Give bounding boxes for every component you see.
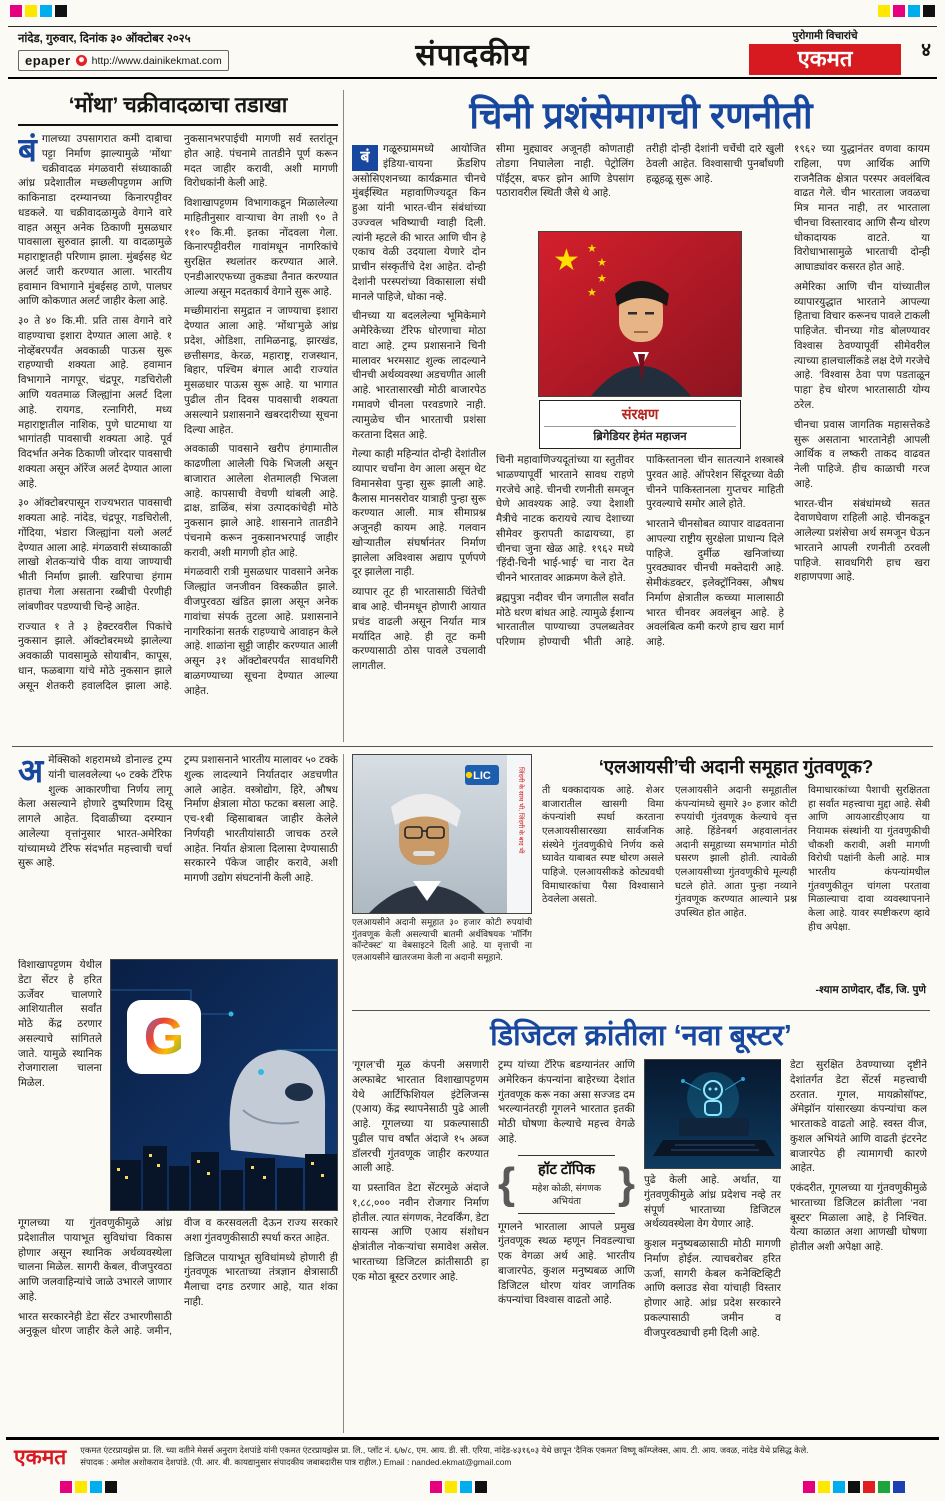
article-lic	[542, 754, 930, 1008]
chini-columns	[352, 143, 930, 739]
footer-rule	[6, 1437, 939, 1440]
hot-topic-box	[498, 1155, 635, 1214]
reg-square	[10, 5, 22, 17]
paragraph: गळूरुग्राममध्ये आयोजित इंडिया-चायना फ्रेंडशिप असोसिएशनच्या कार्यक्रमात चीनचे मुंबईस्थित महावाणिज्यदूत किन हुआ यांनी भारत-चीन संबंधांच्या उज्ज्वल भविष्याची ग्वाही दिली. त्यांनी म्हटले की भारत आणि चीन हे एकाच वेळी उदयाला येणारे दोन प्राचीन संस्कृतींचे देश आहेत. दोन्ही देशांनी परस्परांच्या विकासाला संधी मानले पाहिजे, धोका नव्हे.	[352, 144, 486, 303]
registration-marks-top-right	[878, 5, 935, 17]
caption-author: ब्रिगेडियर हेमंत महाजन	[593, 431, 687, 443]
svg-text:जिंदगी के साथ भी, जिंदगी के बा: जिंदगी के साथ भी, जिंदगी के बाद भी	[517, 767, 524, 854]
date-line: नांदेड, गुरुवार, दिनांक ३० ऑक्टोबर २०२५	[18, 33, 191, 45]
trump-top-text	[18, 754, 338, 954]
paragraph: राज्यात १ ते ३ हेक्टरवरील पिकांचे नुकसान झाले. ऑक्टोबरमध्ये झालेल्या अवकाळी पावसामुळे सोयाबीन, कापूस, धान, फळबागा यांचे मोठे नुकसान झाले असून शेतकरी हवालदिल झाला आहे. नुकसानभरपाईची मागणी सर्व स्तरांतून होत आहे. पंचनामे तातडीने पूर्ण करून मदत जाहीर करावी, अशी मागणी विरोधकांनी केली आहे.	[18, 134, 338, 692]
masthead-tagline: पुरोगामी विचारांचे	[792, 30, 858, 42]
svg-text:★: ★	[553, 244, 580, 277]
paragraph: १९६२ च्या युद्धानंतर वणवा कायम राहिला, पण आर्थिक आणि राजनैतिक क्षेत्रात परस्पर अवलंबित्व वाढत गेले. चीन भारताला जवळचा मित्र मानत नाही, तर भारताला चीनचा विस्तारवाद आणि सैन्य धोरण धोकादायक वाटते. या विरोधाभासामुळे भारताची दोन्ही आघाड्यांवर कसरत होत आहे.	[794, 144, 930, 274]
lic-headline: ‘एलआयसी’ची अदानी समूहात गुंतवणूक?	[598, 756, 874, 777]
digital-col4	[790, 1059, 927, 1427]
paragraph: व्यापार तूट ही भारतासाठी चिंतेची बाब आहे. चीनमधून होणारी आयात प्रचंड वाढली असून निर्यात मात्र मर्यादित आहे. ही तूट कमी करण्यासाठी ठोस पावले उचलावी लागतील.	[352, 587, 486, 673]
column-rule	[343, 754, 344, 1433]
article-montha	[18, 90, 338, 742]
svg-text:★: ★	[597, 273, 607, 285]
trump-bottom-text	[18, 1217, 338, 1430]
footer-line1: एकमत एंटरप्रायझेस प्रा. लि. च्या वतीने मेसर्स अनुराग देशपांडे यांनी एकमत एंटरप्रायझेस प्रा. लि., प्लॉट नं. ६/७/८, एम. आय. डी. सी. एरिया, नांदेड-४३१६०३ येथे छापून ‘दैनिक एकमत’ विष्णू कॉम्प्लेक्स, आय. टी. आय. जवळ, नांदेड येथे प्रसिद्ध केले.	[80, 1445, 809, 1456]
paragraph: कुशल मनुष्यबळासाठी मोठी मागणी निर्माण होईल. त्याचबरोबर हरित ऊर्जा, सागरी केबल कनेक्टिव्हिटी आणि क्लाउड सेवा यांचाही विस्तार होणार आहे. आंध्र प्रदेश सरकारने प्रकल्पासाठी जमीन व वीजपुरवठ्याची हमी दिली आहे.	[644, 1239, 781, 1339]
google-ai-image	[110, 959, 338, 1211]
article-digital	[352, 1015, 930, 1433]
trump-image-row	[18, 959, 338, 1211]
paragraph: ३० ऑक्टोबरपासून राज्यभरात पावसाची शक्यता आहे. नांदेड, चंद्रपूर, गडचिरोली, गोंदिया, भंडारा जिल्ह्यांना यलो अलर्ट देण्यात आला आहे. मंगळवारी संध्याकाळी लाखो शेतकऱ्यांचे पीक वाया जाण्याची भीती निर्माण झाली. खरिपाचा हंगाम हातचा गेला असताना रब्बीची पेरणीही लांबणीवर पडण्याची चिन्हे आहेत.	[18, 498, 172, 613]
reg-square	[803, 1481, 815, 1493]
paragraph: विशाखापट्टणम येथील डेटा सेंटर हे हरित ऊर्जेवर चालणारे आशियातील सर्वांत मोठे केंद्र ठरणार असल्याचे सांगितले जाते. यामुळे स्थानिक रोजगाराला चालना मिळेल.	[18, 960, 102, 1090]
svg-text:LIC: LIC	[473, 770, 491, 782]
reg-square	[25, 5, 37, 17]
header-top-rule	[8, 26, 937, 27]
trump-drop-cap: अ	[18, 754, 44, 789]
chini-headline: चिनी प्रशंसेमागची रणनीती	[469, 95, 813, 136]
montha-body	[18, 133, 338, 733]
masthead-title: एकमत	[749, 44, 901, 75]
registration-marks-top-left	[10, 5, 67, 17]
reg-square	[55, 5, 67, 17]
reg-square	[878, 1481, 890, 1493]
paragraph: गूगलने भारताला आपले प्रमुख गुंतवणूक स्थळ म्हणून निवडल्याचा एक वेगळा अर्थ आहे. भारतीय बाजारपेठ, कुशल मनुष्यबळ आणि डिजिटल धोरण यांवर जागतिक कंपन्यांचा विश्वास वाढतो आहे.	[498, 1221, 635, 1307]
paragraph: अमेरिका आणि चीन यांच्यातील व्यापारयुद्धात भारताने आपल्या हिताचा विचार करूनच पावले टाकली पाहिजेत. चीनच्या गोड बोलण्यावर विश्वास ठेवण्यापूर्वी सीमेवरील त्याच्या हालचालींकडे लक्ष देणे गरजेचे आहे. ‘विश्वास ठेवा पण पडताळून पाहा’ हेच धोरण भारतासाठी योग्य ठरेल.	[794, 281, 930, 412]
reg-square	[893, 5, 905, 17]
adani-photo	[352, 754, 532, 914]
paragraph: एकंदरीत, गूगलच्या या गुंतवणुकीमुळे भारताच्या डिजिटल क्रांतीला ‘नवा बूस्टर’ मिळाला आहे, हे निश्चित. येत्या काळात अशा आणखी घोषणा होतील अशी अपेक्षा आहे.	[790, 1183, 927, 1254]
paragraph: ‘गूगल’ची मूळ कंपनी असणारी अल्फाबेट भारतात विशाखापट्टणम येथे आर्टिफिशियल इंटेलिजन्स (एआय) केंद्र स्थापनेसाठी पुढे आली आहे. गूगलच्या या प्रकल्पासाठी पुढील पाच वर्षांत अंदाजे १५ अब्ज डॉलरची गुंतवणूक जाहीर करण्यात आली आहे.	[352, 1060, 489, 1175]
hot-topic-author: महेश कोळी, संगणक अभियंता	[532, 1183, 601, 1207]
reg-square	[430, 1481, 442, 1493]
hot-topic-label: हॉट टॉपिक	[538, 1161, 595, 1178]
right-brace-icon: }	[617, 1159, 635, 1209]
paragraph: गालच्या उपसागरात कमी दाबाचा पट्टा निर्माण झाल्यामुळे ‘मोंथा’ चक्रीवादळ मंगळवारी संध्याकाळी आंध्र प्रदेशातील मच्छलीपट्टणम आणि काकिनाडा दरम्यानच्या किनारपट्टीवर धडकले. या चक्रीवादळामुळे वेगाने वारे वाहत असून अनेक ठिकाणी मुसळधार पावसाला सुरुवात झाली. या वादळामुळे महाराष्ट्रातही परिणाम झाला. मुंबईसह थेट अलर्ट जारी करण्यात आला. भारतीय हवामान विभागाने मुंबईसह ठाणे, पालघर आणि कोकणात अलर्ट जाहीर केला आहे.	[18, 134, 172, 308]
ai-laptop-image	[644, 1059, 781, 1169]
paragraph: विमाधारकांच्या पैशाची सुरक्षितता हा सर्वांत महत्त्वाचा मुद्दा आहे. सेबी आणि आयआरडीएआय या नियामक संस्थांनी या गुंतवणुकीची चौकशी करावी, अशी मागणी विरोधी पक्षांनी केली आहे. मात्र भारतीय कंपन्यांमधील गुंतवणुकीतून चांगला परतावा मिळाल्याचा दावा व्यवस्थापनाने केला आहे. यावर स्पष्टीकरण व्हावे हीच अपेक्षा.	[808, 785, 930, 933]
epaper-pin-icon	[76, 55, 87, 66]
chini-drop-cap: बं	[352, 145, 378, 171]
paragraph: एलआयसीने अदानी समूहातील कंपन्यांमध्ये सुमारे ३० हजार कोटी रुपयांची गुंतवणूक केल्याचे वृत्त आहे. हिंडेनबर्ग अहवालानंतर अदानी समूहाच्या समभागांत मोठी घसरण झाली होती. त्यावेळी एलआयसीच्या गुंतवणुकीचे मूल्यही घटले होते. आता पुन्हा नव्याने गुंतवणूक करण्यात आल्याने प्रश्न उपस्थित होत आहेत.	[675, 785, 797, 919]
caption-label: संरक्षण	[544, 404, 736, 427]
digital-col3	[644, 1059, 781, 1427]
svg-text:★: ★	[597, 257, 607, 269]
paragraph: डेटा सुरक्षित ठेवण्याच्या दृष्टीने देशांतर्गत डेटा सेंटर्स महत्त्वाची ठरतात. गूगल, मायक्रोसॉफ्ट, ॲमेझॉन यांसारख्या कंपन्यांचा कल भारताकडे वाढतो आहे. स्वस्त वीज, कुशल अभियंते आणि वाढती इंटरनेट बाजारपेठ ही त्यामागची कारणे आहेत.	[790, 1060, 927, 1175]
chini-center-bottom-text	[496, 454, 784, 739]
paragraph: ट्रम्प प्रशासनाने भारतीय मालावर ५० टक्के शुल्क लादल्याने निर्यातदार अडचणीत आले आहेत. वस्त्रोद्योग, हिरे, औषध निर्माण क्षेत्राला मोठा फटका बसला आहे. एच-१बी व्हिसाबाबत जाहीर केलेले निर्णयही भारतीयांसाठी जाचक ठरले आहेत. निर्यात क्षेत्राला दिलासा देण्यासाठी सरकारने पॅकेज जाहीर करावे, अशी मागणी उद्योग संघटनांनी केली आहे.	[184, 755, 338, 885]
registration-marks-bottom-right	[803, 1481, 905, 1493]
reg-square	[475, 1481, 487, 1493]
svg-text:G: G	[143, 1008, 185, 1066]
page-number: ४	[921, 40, 931, 61]
section-title: संपादकीय	[415, 39, 530, 72]
reg-square	[75, 1481, 87, 1493]
reg-square	[848, 1481, 860, 1493]
reg-square	[878, 5, 890, 17]
chini-center-zone	[496, 143, 784, 739]
article-trump-tariff	[18, 754, 338, 1433]
montha-headline: ‘मोंथा’ चक्रीवादळाचा तडाखा	[18, 90, 338, 126]
paragraph: डिजिटल पायाभूत सुविधांमध्ये होणारी ही गुंतवणूक भारताच्या तंत्रज्ञान क्षेत्रासाठी मैलाचा दगड ठरणार आहे, यात शंका नाही.	[184, 1252, 338, 1308]
digital-col1	[352, 1059, 489, 1427]
reg-square	[923, 5, 935, 17]
paragraph: भारताने चीनसोबत व्यापार वाढवताना आपल्या राष्ट्रीय सुरक्षेला प्राधान्य दिले पाहिजे. दुर्मीळ खनिजांच्या पुरवठ्यावर चीनची मक्तेदारी आहे. सेमीकंडक्टर, इलेक्ट्रॉनिक्स, औषध निर्माण क्षेत्रातील कच्च्या मालासाठी भारत चीनवर अवलंबून आहे. हे अवलंबित्व कमी करणे हाच खरा मार्ग आहे.	[646, 519, 784, 649]
paragraph: ३० ते ४० कि.मी. प्रति तास वेगाने वारे वाहण्याचा इशारा देण्यात आला आहे. १ नोव्हेंबरपर्यंत अवकाळी पाऊस सुरू राहण्याची शक्यता आहे. हवामान विभागाने नागपूर, चंद्रपूर, गडचिरोली आणि यवतमाळ जिल्ह्यांना अलर्ट दिला आहे. रायगड, रत्नागिरी, मध्य महाराष्ट्रातील नाशिक, पुणे घाटमाथा या भागांतही पावसाची शक्यता आहे. पूर्व विदर्भात अनेक ठिकाणी जोरदार पावसाची शक्यता असून ऑरेंज अलर्ट देण्यात आला आहे.	[18, 316, 172, 490]
lic-body	[542, 784, 930, 980]
footer	[14, 1443, 931, 1471]
reg-square	[60, 1481, 72, 1493]
paragraph: मेक्सिको शहरामध्ये डोनाल्ड ट्रम्प यांनी चालवलेल्या ५० टक्के टॅरिफ शुल्क आकारणीचा निर्णय लागू केला असल्याने होणारे दुष्परिणाम दिसू लागले आहेत. दिवाळीच्या दरम्यान आलेल्या वृत्तांनुसार भारत-अमेरिका यांच्यामध्ये टॅरिफ संदर्भात महत्त्वाची चर्चा सुरू आहे.	[18, 755, 172, 870]
chini-col1	[352, 143, 486, 739]
adani-photo-block	[352, 754, 532, 963]
article-chini	[352, 88, 930, 742]
chinese-official-photo	[538, 231, 742, 397]
digital-top-rule	[352, 1010, 930, 1011]
reg-square	[893, 1481, 905, 1493]
paragraph: चिनी महावाणिज्यदूतांच्या या स्तुतीवर भाळण्यापूर्वी भारताने सावध राहणे गरजेचे आहे. चीनची रणनीती समजून घेणे आवश्यक आहे. ज्या देशाशी मैत्रीचे नाटक करायचे त्याच देशाच्या सीमेवर कुरापती काढायच्या, हा चीनचा जुना खेळ आहे. १९६२ मध्ये ‘हिंदी-चिनी भाई-भाई’ चा नारा देत चीनने भारतावर आक्रमण केले होते.	[496, 455, 634, 585]
reg-square	[908, 5, 920, 17]
paragraph: गेल्या काही महिन्यांत दोन्ही देशांतील व्यापार चर्चांना वेग आला असून थेट विमानसेवा पुन्हा सुरू झाली आहे. कैलास मानसरोवर यात्राही पुन्हा सुरू करण्यात आली. मात्र सीमाप्रश्न अजूनही कायम आहे. गलवान खोऱ्यातील संघर्षानंतर निर्माण झालेला अविश्वास अद्याप पूर्णपणे दूर झालेला नाही.	[352, 449, 486, 579]
footer-logo: एकमत	[14, 1446, 67, 1469]
reg-square	[105, 1481, 117, 1493]
reg-square	[90, 1481, 102, 1493]
website-link[interactable]: http://www.dainikekmat.com	[91, 54, 222, 67]
paragraph: तरीही दोन्ही देशांनी चर्चेची दारे खुली ठेवली आहेत. विश्वासाची पुनर्बांधणी हळूहळू सुरू आहे.	[646, 144, 784, 185]
digital-col2	[498, 1059, 635, 1427]
lic-byline: -श्याम ठाणेदार, दौंड, जि. पुणे	[815, 984, 926, 996]
paragraph: अवकाळी पावसाने खरीप हंगामातील काढणीला आलेली पिके भिजली असून बाजारात आलेला शेतमालही भिजला आहे. कापसाची वेचणी थांबली आहे. द्राक्ष, डाळिंब, संत्रा उत्पादकांचेही मोठे नुकसान झाले आहे. शासनाने तातडीने पंचनामे करून नुकसानभरपाई जाहीर करावी, अशी मागणी होत आहे.	[184, 444, 338, 559]
column-rule	[343, 90, 344, 742]
paragraph: मंगळवारी रात्री मुसळधार पावसाने अनेक जिल्ह्यांत जनजीवन विस्कळीत झाले. वीजपुरवठा खंडित झाला असून अनेक गावांचा संपर्क तुटला आहे. प्रशासनाने नागरिकांना सतर्क राहण्याचे आवाहन केले आहे. शाळांना सुट्टी जाहीर करण्यात आली असून ३१ ऑक्टोबरपर्यंत सावधगिरी बाळगण्याच्या सूचना देण्यात आल्या आहेत.	[184, 567, 338, 697]
reg-square	[833, 1481, 845, 1493]
left-brace-icon: {	[498, 1159, 516, 1209]
reg-square	[445, 1481, 457, 1493]
paragraph: सीमा मुद्द्यावर अजूनही कोणताही तोडगा निघालेला नाही. पेट्रोलिंग पॉईंट्स, बफर झोन आणि डेपसांग पठारावरील स्थिती जैसे थे आहे.	[496, 144, 634, 200]
digital-headline: डिजिटल क्रांतीला ‘नवा बूस्टर’	[490, 1020, 792, 1052]
paragraph: ट्रम्प यांच्या टॅरिफ बडग्यानंतर आणि अमेरिकन कंपन्यांना बाहेरच्या देशांत गुंतवणूक करू नका असा सज्जड दम भरल्यानंतरही गूगलने भारतात इतकी मोठी घोषणा केल्याचे महत्त्व वेगळे आहे.	[498, 1060, 635, 1145]
paragraph: या प्रस्तावित डेटा सेंटरमुळे अंदाजे १,८८,००० नवीन रोजगार निर्माण होतील. त्यात संगणक, नेटवर्किंग, डेटा सायन्स आणि एआय संशोधन क्षेत्रांतील नोकऱ्यांचा समावेश असेल. भारताच्या डिजिटल क्रांतीसाठी हा एक मोठा बूस्टर ठरणार आहे.	[352, 1183, 489, 1283]
paragraph: विशाखापट्टणम विभागाकडून मिळालेल्या माहितीनुसार वाऱ्याचा वेग ताशी ९० ते ११० कि.मी. इतका नोंदवला गेला. किनारपट्टीवरील गावांमधून नागरिकांचे सुरक्षित स्थलांतर करण्यात आले. एनडीआरएफच्या तुकड्या तैनात करण्यात आल्या असून मदतकार्य वेगाने सुरू आहे.	[184, 198, 338, 298]
mid-page-rule	[12, 746, 933, 747]
photo-caption-box	[539, 400, 741, 449]
paragraph: चीनचा प्रवास जागतिक महासत्तेकडे सुरू असताना भारतानेही आपली आर्थिक व लष्करी ताकद वाढवत नेली पाहिजे. हीच काळाची गरज आहे.	[794, 419, 930, 490]
epaper-label: epaper	[25, 53, 71, 68]
paragraph: चीनच्या या बदललेल्या भूमिकेमागे अमेरिकेच्या टॅरिफ धोरणाचा मोठा वाटा आहे. ट्रम्प प्रशासनाने चिनी मालावर भरमसाट शुल्क लादल्याने चीनची अर्थव्यवस्था अडचणीत आली आहे. भारतासारखी मोठी बाजारपेठ गमावणे चीनला परवडणारे नाही. त्यामुळेच चीन भारताची प्रशंसा करताना दिसत आहे.	[352, 311, 486, 441]
paragraph: गूगलच्या या गुंतवणुकीमुळे आंध्र प्रदेशातील पायाभूत सुविधांचा विकास होणार असून स्थानिक अर्थव्यवस्थेला चालना मिळेल. सागरी केबल, वीजपुरवठा आणि जलवाहिन्यांचे जाळे उभारले जाणार आहे.	[18, 1218, 172, 1303]
paragraph: भारत-चीन संबंधांमध्ये सतत देवाणघेवाण राहिली आहे. चीनकडून आलेल्या प्रशंसेचा अर्थ समजून घेऊन भारताने आपली रणनीती ठरवली पाहिजे. सावधगिरी हाच खरा शहाणपणा आहे.	[794, 498, 930, 584]
paragraph: पुढे केली आहे. अर्थात, या गुंतवणुकीमुळे आंध्र प्रदेशच नव्हे तर संपूर्ण भारताच्या डिजिटल अर्थव्यवस्थेला वेग येणार आहे.	[644, 1175, 781, 1231]
header-bottom-rule	[8, 77, 937, 79]
adani-photo-caption: एलआयसीने अदानी समूहात ३० हजार कोटी रुपयांची गुंतवणूक केली असल्याची बातमी अर्थविषयक ‘मॉर्निंग कॉन्टेक्स्ट’ या वेबसाइटने दिली आहे. या वृत्ताची ना एलआयसीने खातरजमा केली ना अदानी समूहाने.	[352, 917, 532, 962]
footer-line2: संपादक : अमोल अशोकराव देशपांडे. (पी. आर. बी. कायद्यानुसार संपादकीय जबाबदारीस पात्र राहील.) Email : nanded.ekmat@gmail.com	[80, 1457, 512, 1467]
paragraph: ती धक्कादायक आहे. शेअर बाजारातील खासगी विमा कंपन्यांशी स्पर्धा करताना एलआयसीसारख्या सार्वजनिक संस्थेने गुंतवणुकीचे निर्णय कसे घ्यावेत याबाबत स्पष्ट धोरण असले पाहिजे. एलआयसीकडे कोट्यवधी विमाधारकांचा पैसा विश्वासाने ठेवलेला असतो.	[542, 785, 664, 906]
footer-imprint	[80, 1445, 808, 1469]
reg-square	[40, 5, 52, 17]
montha-drop-cap: बं	[18, 133, 37, 168]
paragraph: ब्रह्मपुत्रा नदीवर चीन जगातील सर्वांत मोठे धरण बांधत आहे. त्यामुळे ईशान्य भारतातील पाण्याच्या उपलब्धतेवर परिणाम होण्याची भीती आहे. पाकिस्तानला चीन सातत्याने शस्त्रास्त्रे पुरवत आहे. ऑपरेशन सिंदूरच्या वेळी चीनने पाकिस्तानला गुप्तचर माहिती पुरवल्याचे समोर आले होते.	[496, 455, 784, 649]
reg-square	[460, 1481, 472, 1493]
chini-col4	[794, 143, 930, 739]
chini-center-top-text	[496, 143, 784, 227]
epaper-badge	[18, 50, 229, 71]
reg-square	[863, 1481, 875, 1493]
digital-columns	[352, 1059, 930, 1427]
reg-square	[818, 1481, 830, 1493]
registration-marks-bottom-center	[430, 1481, 487, 1493]
trump-side-text	[18, 959, 102, 1209]
svg-text:★: ★	[587, 243, 597, 255]
paragraph: मच्छीमारांना समुद्रात न जाण्याचा इशारा देण्यात आला आहे. ‘मोंथा’मुळे आंध्र प्रदेश, ओडिशा, तामिळनाडू, झारखंड, छत्तीसगड, केरळ, महाराष्ट्र, राजस्थान, बिहार, पश्चिम बंगाल आदी राज्यांत मुसळधार पाऊस सुरू आहे. या भागात पुढील तीन दिवस पावसाची शक्यता असल्याने प्रशासनाने खबरदारीच्या सूचना दिल्या आहेत.	[184, 306, 338, 436]
masthead	[749, 29, 901, 75]
registration-marks-bottom-left	[60, 1481, 117, 1493]
paragraph: भारत सरकारनेही डेटा सेंटर उभारणीसाठी अनुकूल धोरण जाहीर केले आहे. जमीन, वीज व करसवलती देऊन राज्य सरकारे अशा गुंतवणुकीसाठी स्पर्धा करत आहेत.	[18, 1218, 338, 1338]
svg-text:★: ★	[587, 287, 597, 299]
